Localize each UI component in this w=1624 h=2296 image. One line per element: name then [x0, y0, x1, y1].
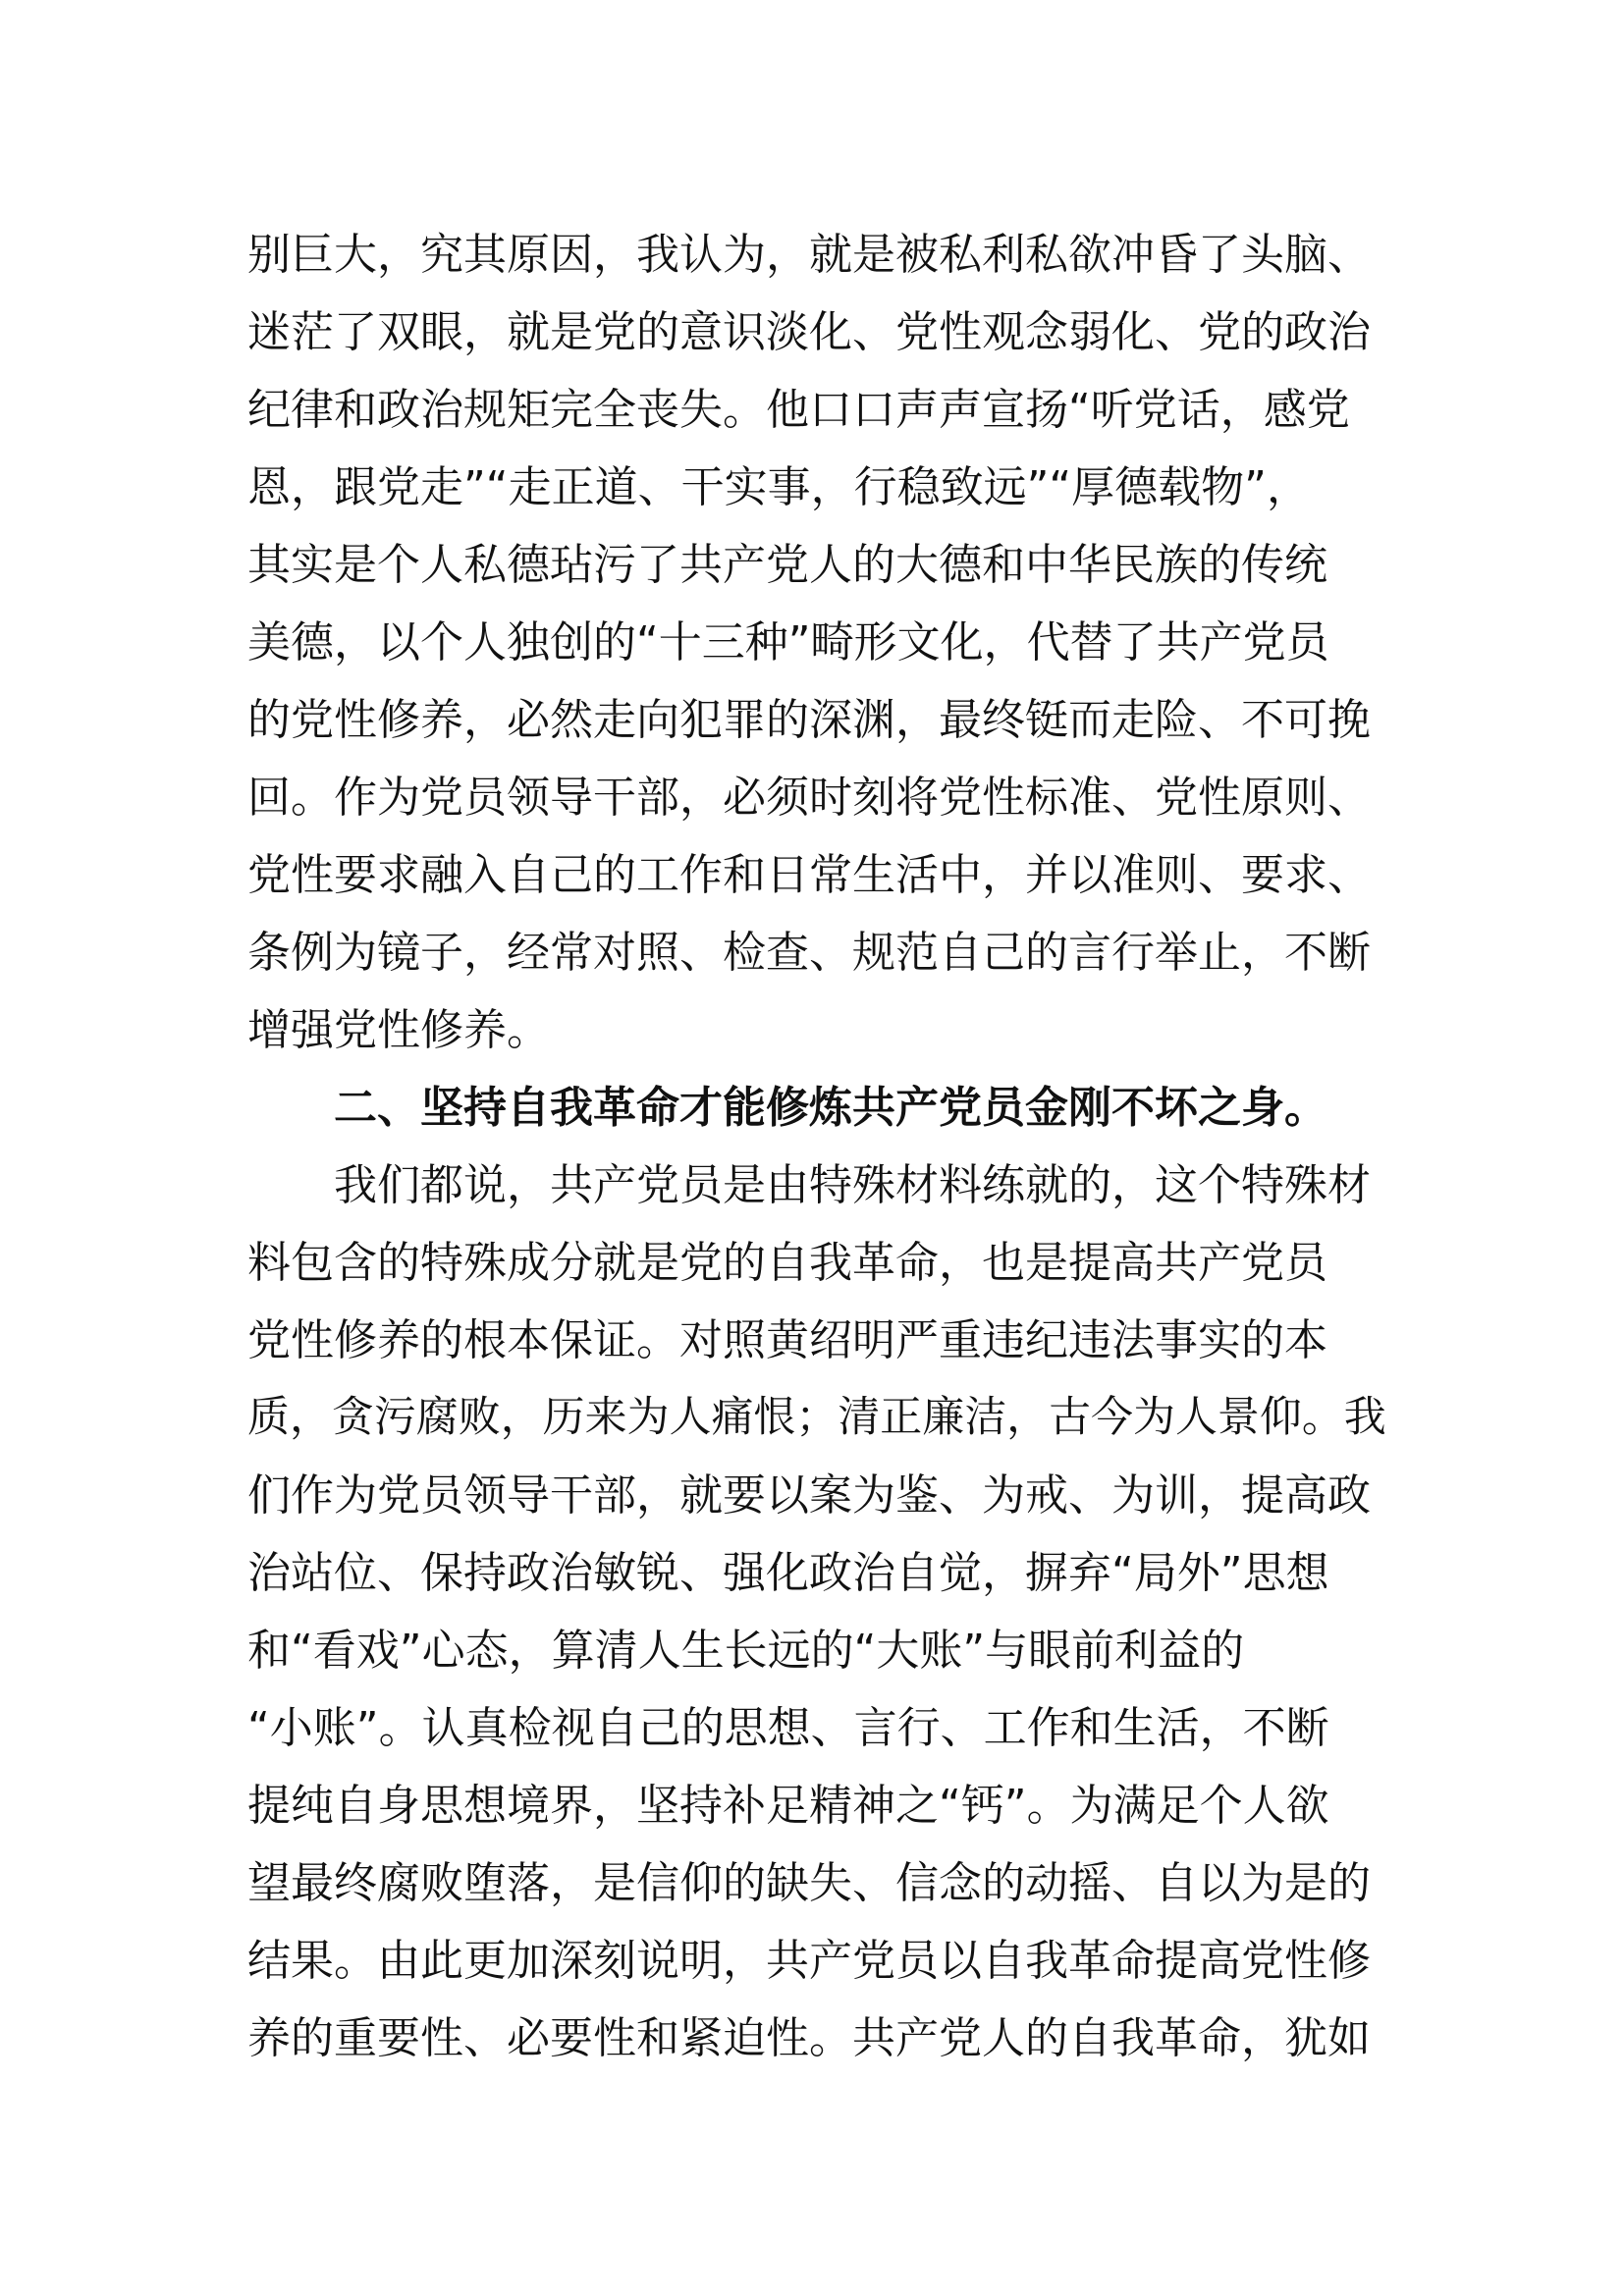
- text-line: 治站位、保持政治敏锐、强化政治自觉，摒弃“局外”思想: [247, 1548, 1329, 1598]
- text-line: 的党性修养，必然走向犯罪的深渊，最终铤而走险、不可挽: [247, 695, 1371, 745]
- text-line: 质，贪污腐败，历来为人痛恨；清正廉洁，古今为人景仰。我: [247, 1393, 1386, 1442]
- text-line: 恩，跟党走”“走正道、干实事，行稳致远”“厚德载物”，: [247, 462, 1310, 512]
- text-line: 增强党性修养。: [247, 1005, 550, 1055]
- text-line: 美德，以个人独创的“十三种”畸形文化，代替了共产党员: [247, 617, 1329, 667]
- text-line: 结果。由此更加深刻说明，共产党员以自我革命提高党性修: [247, 1936, 1371, 1986]
- text-line: 养的重要性、必要性和紧迫性。共产党人的自我革命，犹如: [247, 2013, 1371, 2063]
- text-line: 望最终腐败堕落，是信仰的缺失、信念的动摇、自以为是的: [247, 1858, 1371, 1908]
- text-line: 我们都说，共产党员是由特殊材料练就的，这个特殊材: [334, 1160, 1371, 1210]
- text-line: 料包含的特殊成分就是党的自我革命，也是提高共产党员: [247, 1238, 1327, 1288]
- text-line: 回。作为党员领导干部，必须时刻将党性标准、党性原则、: [247, 773, 1371, 823]
- document-body: [247, 216, 1386, 2077]
- text-line: 迷茫了双眼，就是党的意识淡化、党性观念弱化、党的政治: [247, 307, 1371, 357]
- text-line: “小账”。认真检视自己的思想、言行、工作和生活，不断: [247, 1703, 1329, 1753]
- text-line: 提纯自身思想境界，坚持补足精神之“钙”。为满足个人欲: [247, 1781, 1329, 1831]
- text-line: 别巨大，究其原因，我认为，就是被私利私欲冲昏了头脑、: [247, 230, 1371, 280]
- text-line: 党性修养的根本保证。对照黄绍明严重违纪违法事实的本: [247, 1315, 1327, 1365]
- text-line: 其实是个人私德玷污了共产党人的大德和中华民族的传统: [247, 540, 1327, 590]
- text-line: 党性要求融入自己的工作和日常生活中，并以准则、要求、: [247, 850, 1371, 900]
- text-line: 和“看戏”心态，算清人生长远的“大账”与眼前利益的: [247, 1626, 1245, 1676]
- text-line: 纪律和政治规矩完全丧失。他口口声声宣扬“听党话，感党: [247, 385, 1350, 435]
- text-line: 条例为镜子，经常对照、检查、规范自己的言行举止，不断: [247, 928, 1371, 978]
- section-heading: 二、坚持自我革命才能修炼共产党员金刚不坏之身。: [334, 1083, 1327, 1133]
- text-line: 们作为党员领导干部，就要以案为鉴、为戒、为训，提高政: [247, 1470, 1371, 1521]
